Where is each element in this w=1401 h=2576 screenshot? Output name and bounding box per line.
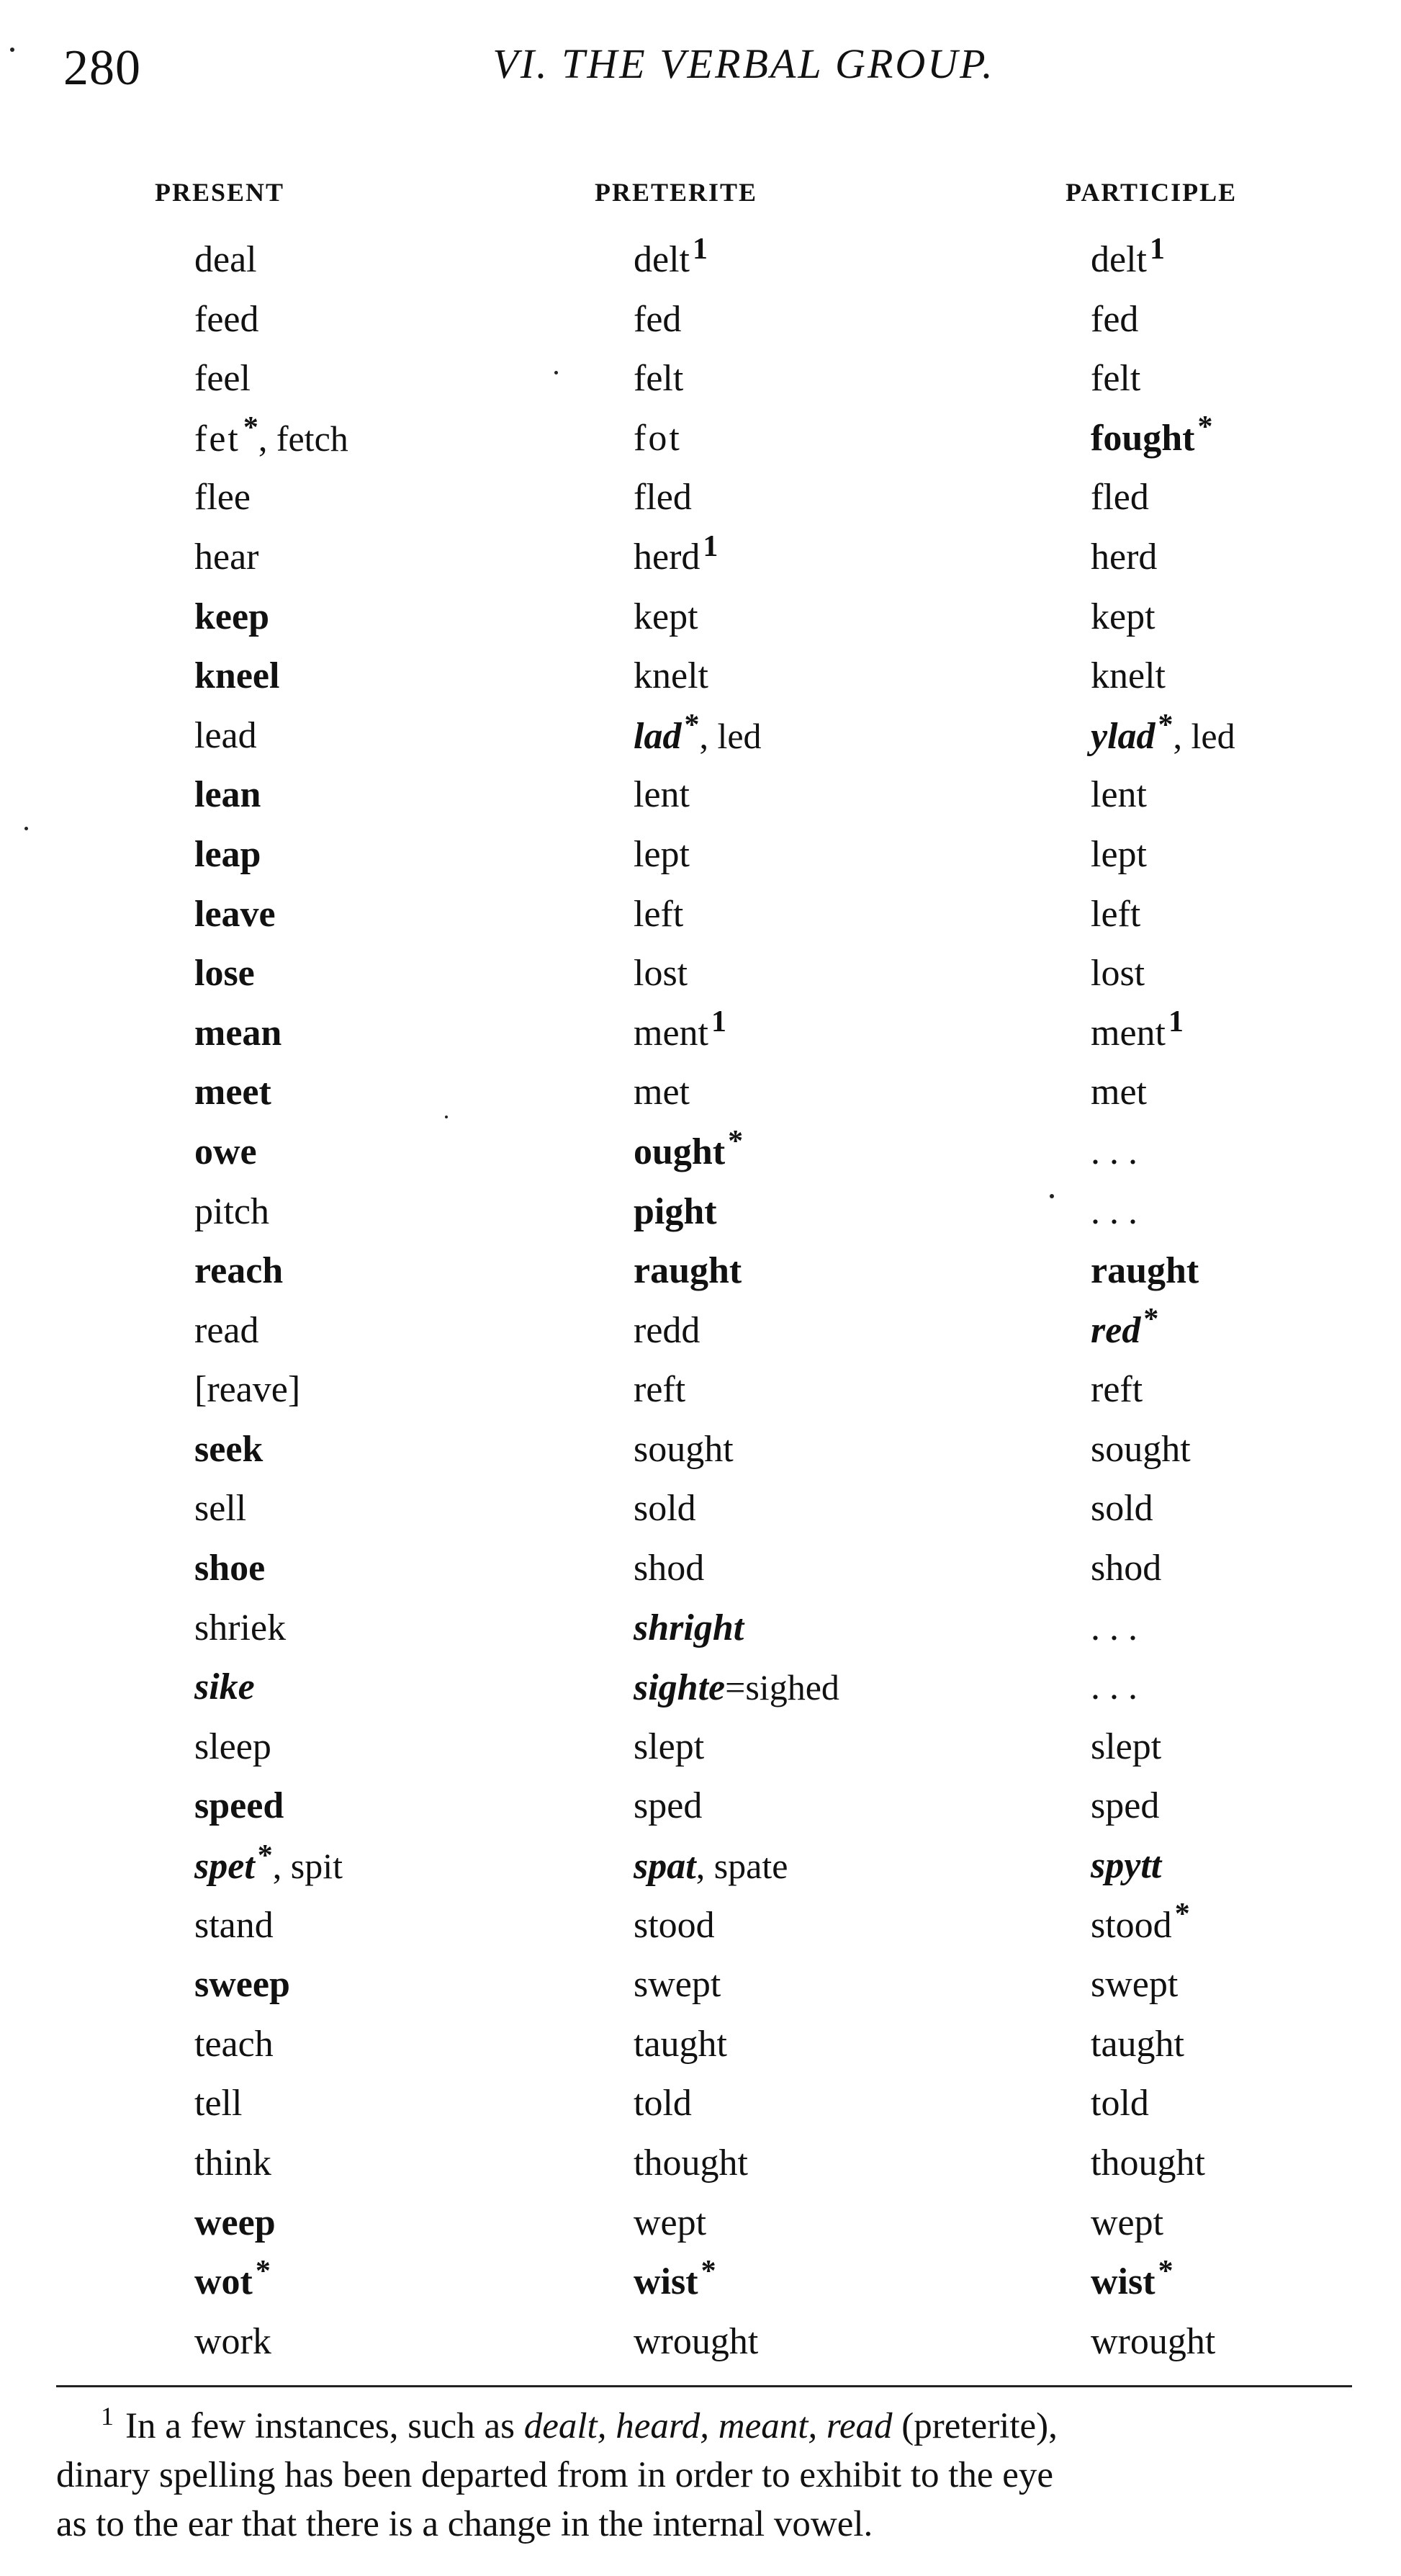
present-form: read [194, 1309, 259, 1351]
participle-form: wist [1091, 2261, 1156, 2303]
present-cell [194, 2194, 276, 2253]
preterite-cell [634, 1123, 743, 1182]
obsolete-mark: * [1143, 1303, 1159, 1337]
table-row [0, 2015, 1401, 2075]
participle-form: red [1091, 1309, 1141, 1351]
preterite-form: raught [634, 1250, 742, 1292]
table-row [0, 1718, 1401, 1777]
participle-cell [1091, 2015, 1184, 2074]
preterite-cell [634, 825, 690, 884]
preterite-cell [634, 409, 682, 468]
footnote-reference: 1 [703, 529, 718, 563]
preterite-form: left [634, 893, 684, 935]
preterite-cell [634, 885, 683, 944]
preterite-form: lost [634, 953, 688, 995]
present-cell [194, 1539, 265, 1598]
preterite-cell [634, 1301, 700, 1360]
participle-cell [1091, 1360, 1143, 1419]
preterite-form: reft [634, 1369, 686, 1411]
preterite-form: met [634, 1072, 690, 1113]
preterite-cell [634, 1360, 685, 1419]
present-cell [194, 1718, 271, 1777]
present-cell [194, 1599, 286, 1658]
preterite-variant: , spate [695, 1846, 788, 1887]
table-row [0, 1360, 1401, 1420]
preterite-form: fed [634, 298, 682, 340]
present-form: mean [194, 1012, 282, 1054]
present-form: sell [194, 1488, 247, 1530]
present-form: sike [194, 1666, 255, 1708]
participle-form: ment [1091, 1012, 1166, 1054]
participle-cell [1091, 1182, 1138, 1242]
participle-form: sought [1091, 1428, 1191, 1470]
present-form: teach [194, 2023, 274, 2065]
participle-form: knelt [1091, 655, 1166, 697]
footnote-reference: 1 [1168, 1005, 1184, 1039]
preterite-cell [634, 1004, 726, 1063]
participle-form: swept [1091, 1964, 1179, 2006]
preterite-cell [634, 1242, 742, 1301]
preterite-form: sighte [634, 1667, 726, 1709]
participle-form: sold [1091, 1488, 1153, 1530]
table-row [0, 1420, 1401, 1480]
table-row [0, 290, 1401, 350]
participle-form: thought [1091, 2142, 1205, 2184]
present-form: work [194, 2320, 271, 2362]
present-cell [194, 1063, 271, 1122]
preterite-form: told [634, 2083, 692, 2124]
preterite-cell [634, 468, 692, 527]
present-cell [194, 1182, 269, 1242]
present-form: pitch [194, 1190, 269, 1232]
footnote-reference: 1 [692, 232, 708, 266]
present-form: lean [194, 774, 261, 816]
present-form: leap [194, 833, 261, 875]
obsolete-mark: * [1174, 1898, 1190, 1931]
present-cell [194, 825, 261, 884]
present-form: shriek [194, 1607, 287, 1648]
table-row [0, 409, 1401, 469]
table-row [0, 1479, 1401, 1539]
preterite-form: shright [634, 1607, 744, 1648]
preterite-cell [634, 1599, 744, 1658]
present-cell [194, 290, 258, 349]
preterite-variant: , led [699, 715, 762, 756]
present-cell [194, 230, 257, 290]
participle-cell [1091, 409, 1212, 468]
footnote-reference: 1 [1149, 232, 1165, 266]
present-cell [194, 1955, 290, 2014]
participle-cell [1091, 2194, 1163, 2253]
present-cell [194, 349, 251, 408]
footnote [56, 2402, 1359, 2549]
present-form: hear [194, 536, 259, 578]
participle-cell [1091, 349, 1140, 408]
present-cell [194, 706, 257, 766]
participle-cell [1091, 468, 1149, 527]
preterite-form: sped [634, 1785, 703, 1827]
obsolete-mark: * [1158, 709, 1173, 742]
present-cell [194, 1301, 258, 1360]
present-form: feel [194, 358, 251, 400]
present-cell [194, 1896, 274, 1955]
participle-cell [1091, 1301, 1158, 1360]
preterite-form: knelt [634, 655, 708, 697]
present-form: wot [194, 2261, 253, 2303]
table-row [0, 2194, 1401, 2253]
table-row [0, 885, 1401, 945]
footnote-line-2: dinary spelling has been departed from in order to exhibit to the eye [56, 2455, 1054, 2495]
verb-table [0, 230, 1401, 2371]
participle-form: lept [1091, 833, 1147, 875]
participle-form: felt [1091, 358, 1141, 400]
preterite-form: delt [634, 239, 690, 280]
preterite-form: wrought [634, 2320, 759, 2362]
participle-form: stood [1091, 1904, 1172, 1946]
footnote-text-2: (preterite), [892, 2406, 1058, 2446]
table-row [0, 1182, 1401, 1242]
preterite-cell [634, 2134, 748, 2193]
present-form: feed [194, 298, 259, 340]
table-row [0, 1955, 1401, 2015]
table-row [0, 1301, 1401, 1361]
participle-form: ylad [1091, 715, 1156, 757]
table-row [0, 647, 1401, 706]
present-form: sweep [194, 1964, 290, 2006]
participle-cell [1091, 1896, 1190, 1955]
participle-cell [1091, 766, 1147, 825]
preterite-cell [634, 1539, 704, 1598]
present-form: seek [194, 1428, 263, 1470]
preterite-variant: =sighed [725, 1667, 839, 1708]
participle-cell [1091, 1718, 1161, 1777]
preterite-form: herd [634, 536, 700, 578]
participle-cell [1091, 1004, 1184, 1063]
participle-form: spytt [1091, 1845, 1162, 1887]
column-header-present: PRESENT [155, 178, 285, 207]
present-form: deal [194, 239, 257, 280]
obsolete-mark: * [684, 709, 700, 742]
preterite-cell [634, 1777, 702, 1836]
preterite-form: redd [634, 1309, 700, 1351]
footnote-marker: 1 [101, 2402, 114, 2431]
present-cell [194, 1123, 257, 1182]
preterite-cell [634, 647, 708, 706]
preterite-cell [634, 1420, 734, 1479]
table-row [0, 528, 1401, 588]
participle-variant: , led [1173, 715, 1235, 756]
present-form: [reave] [194, 1369, 301, 1411]
preterite-form: thought [634, 2142, 748, 2184]
preterite-form: ment [634, 1012, 708, 1054]
participle-cell [1091, 1836, 1161, 1895]
obsolete-mark: * [1158, 2254, 1173, 2288]
participle-form: lost [1091, 953, 1145, 995]
participle-cell [1091, 1242, 1199, 1301]
preterite-form: lad [634, 715, 682, 757]
preterite-form: slept [634, 1725, 705, 1767]
participle-form: raught [1091, 1250, 1199, 1292]
column-header-participle: PARTICIPLE [1066, 178, 1238, 207]
table-row [0, 230, 1401, 290]
participle-form: wrought [1091, 2320, 1216, 2362]
table-row [0, 2253, 1401, 2312]
participle-form: delt [1091, 239, 1147, 280]
participle-cell [1091, 1420, 1191, 1479]
present-cell [194, 1658, 255, 1717]
present-form: meet [194, 1072, 271, 1113]
participle-cell [1091, 885, 1140, 944]
obsolete-mark: * [255, 2254, 271, 2288]
participle-form: fought [1091, 417, 1195, 459]
preterite-form: lent [634, 774, 690, 816]
preterite-cell [634, 2194, 706, 2253]
preterite-cell [634, 1955, 721, 2014]
present-form: weep [194, 2202, 276, 2243]
table-row [0, 1242, 1401, 1301]
preterite-form: fled [634, 477, 692, 519]
participle-cell [1091, 230, 1165, 290]
preterite-form: swept [634, 1964, 721, 2006]
present-form: tell [194, 2083, 243, 2124]
participle-form: . . . [1091, 1190, 1138, 1232]
preterite-cell [634, 2253, 716, 2312]
participle-cell [1091, 1063, 1147, 1122]
present-cell [194, 468, 251, 527]
present-cell [194, 944, 255, 1003]
participle-cell [1091, 1123, 1138, 1182]
table-row [0, 468, 1401, 528]
table-row [0, 1836, 1401, 1896]
present-cell [194, 2134, 271, 2193]
table-row [0, 1004, 1401, 1064]
footnote-reference: 1 [711, 1005, 726, 1039]
table-row [0, 2074, 1401, 2134]
participle-cell [1091, 2074, 1149, 2133]
participle-cell [1091, 2253, 1173, 2312]
present-form: stand [194, 1904, 274, 1946]
participle-form: wept [1091, 2202, 1164, 2243]
table-row [0, 1063, 1401, 1123]
preterite-cell [634, 290, 681, 349]
preterite-form: lept [634, 833, 690, 875]
preterite-cell [634, 944, 688, 1003]
footnote-rule [56, 2385, 1352, 2387]
participle-form: met [1091, 1072, 1147, 1113]
preterite-form: spat [634, 1846, 696, 1888]
table-row [0, 706, 1401, 766]
participle-form: lent [1091, 774, 1147, 816]
table-row [0, 1599, 1401, 1659]
preterite-cell [634, 588, 698, 647]
participle-form: left [1091, 893, 1141, 935]
preterite-cell [634, 766, 690, 825]
preterite-cell [634, 1182, 717, 1242]
present-variant: , spit [272, 1846, 343, 1887]
present-cell [194, 409, 348, 469]
running-head: VI. THE VERBAL GROUP. [492, 40, 995, 87]
preterite-form: sold [634, 1488, 696, 1530]
participle-cell [1091, 1777, 1159, 1836]
preterite-form: wist [634, 2261, 698, 2303]
participle-form: fled [1091, 477, 1149, 519]
footnote-text-1: In a few instances, such as [125, 2406, 524, 2446]
table-row [0, 349, 1401, 409]
footnote-line-3: as to the ear that there is a change in the internal vowel. [56, 2504, 873, 2544]
present-cell [194, 528, 258, 587]
preterite-cell [634, 1063, 690, 1122]
present-form: kneel [194, 655, 280, 697]
present-cell [194, 2015, 274, 2074]
present-form: owe [194, 1131, 257, 1172]
table-row [0, 2312, 1401, 2372]
preterite-form: wept [634, 2202, 707, 2243]
participle-form: fed [1091, 298, 1139, 340]
participle-cell [1091, 1955, 1178, 2014]
present-variant: , fetch [258, 418, 348, 459]
preterite-form: kept [634, 596, 698, 637]
footnote-words: dealt, heard, meant, read [523, 2406, 893, 2446]
present-form: spet [194, 1846, 255, 1888]
participle-form: herd [1091, 536, 1158, 578]
preterite-cell [634, 1718, 704, 1777]
table-row [0, 766, 1401, 825]
preterite-cell [634, 706, 762, 766]
column-header-preterite: PRETERITE [595, 178, 758, 207]
present-cell [194, 885, 276, 944]
preterite-cell [634, 230, 708, 290]
table-row [0, 1896, 1401, 1956]
preterite-cell [634, 528, 718, 587]
present-form: speed [194, 1785, 284, 1827]
participle-cell [1091, 1599, 1138, 1658]
present-form: lose [194, 953, 255, 995]
table-row [0, 588, 1401, 647]
participle-cell [1091, 1479, 1153, 1538]
participle-form: reft [1091, 1369, 1143, 1411]
present-form: leave [194, 893, 276, 935]
present-cell [194, 1360, 300, 1419]
participle-cell [1091, 647, 1166, 706]
preterite-form: ought [634, 1131, 726, 1172]
present-cell [194, 1004, 281, 1063]
present-cell [194, 1420, 263, 1479]
present-cell [194, 647, 279, 706]
present-cell [194, 2312, 271, 2371]
participle-cell [1091, 2312, 1215, 2371]
present-form: flee [194, 477, 251, 519]
present-cell [194, 1242, 283, 1301]
participle-cell [1091, 2134, 1205, 2193]
preterite-form: stood [634, 1904, 715, 1946]
table-row [0, 1777, 1401, 1836]
present-form: reach [194, 1250, 284, 1292]
obsolete-mark: * [1197, 410, 1213, 444]
participle-cell [1091, 528, 1157, 587]
participle-cell [1091, 825, 1147, 884]
participle-form: sped [1091, 1785, 1160, 1827]
present-form: lead [194, 714, 257, 756]
preterite-cell [634, 1479, 696, 1538]
present-form: keep [194, 596, 269, 637]
participle-form: . . . [1091, 1131, 1138, 1172]
present-cell [194, 2074, 242, 2133]
participle-form: shod [1091, 1548, 1162, 1589]
preterite-form: shod [634, 1548, 705, 1589]
participle-form: told [1091, 2083, 1149, 2124]
obsolete-mark: * [700, 2254, 716, 2288]
present-cell [194, 1777, 284, 1836]
present-cell [194, 2253, 271, 2312]
participle-cell [1091, 944, 1145, 1003]
present-form: shoe [194, 1548, 266, 1589]
table-row [0, 825, 1401, 885]
table-row [0, 1658, 1401, 1718]
preterite-form: fot [634, 417, 682, 459]
present-cell [194, 1836, 343, 1896]
participle-form: kept [1091, 596, 1156, 637]
present-form: think [194, 2142, 271, 2184]
participle-cell [1091, 1539, 1161, 1598]
preterite-form: pight [634, 1190, 717, 1232]
preterite-cell [634, 2312, 758, 2371]
participle-cell [1091, 290, 1138, 349]
table-row [0, 1539, 1401, 1599]
preterite-cell [634, 1836, 788, 1896]
preterite-cell [634, 2074, 692, 2133]
obsolete-mark: * [728, 1124, 744, 1158]
participle-form: slept [1091, 1725, 1162, 1767]
preterite-form: felt [634, 358, 684, 400]
present-cell [194, 766, 261, 825]
table-row [0, 1123, 1401, 1182]
present-cell [194, 1479, 246, 1538]
participle-form: . . . [1091, 1666, 1138, 1708]
participle-form: . . . [1091, 1607, 1138, 1648]
participle-cell [1091, 706, 1235, 766]
present-cell [194, 588, 269, 647]
present-form: fet [194, 418, 240, 459]
preterite-form: taught [634, 2023, 727, 2065]
table-row [0, 2134, 1401, 2194]
preterite-cell [634, 1896, 715, 1955]
participle-form: taught [1091, 2023, 1184, 2065]
preterite-cell [634, 1658, 839, 1718]
page-number: 280 [63, 40, 141, 96]
preterite-form: sought [634, 1428, 734, 1470]
preterite-cell [634, 349, 683, 408]
participle-cell [1091, 588, 1156, 647]
footnote-line-1 [56, 2402, 1359, 2451]
participle-cell [1091, 1658, 1138, 1717]
table-row [0, 944, 1401, 1004]
present-form: sleep [194, 1725, 271, 1767]
obsolete-mark: * [257, 1839, 273, 1872]
preterite-cell [634, 2015, 727, 2074]
obsolete-mark: * [243, 411, 258, 445]
